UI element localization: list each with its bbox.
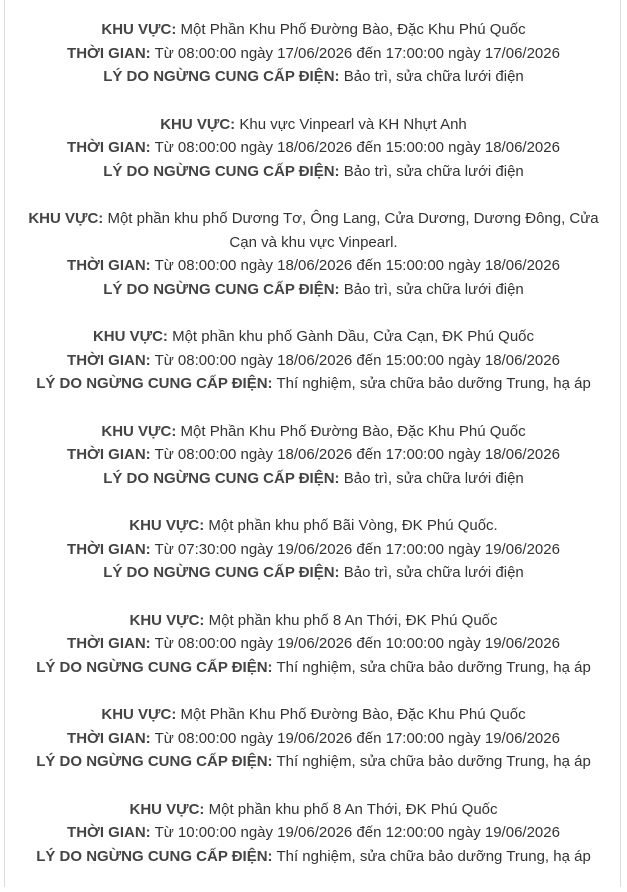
reason-label: LÝ DO NGỪNG CUNG CẤP ĐIỆN: (36, 658, 273, 676)
time-value: Từ 08:00:00 ngày 18/06/2026 đến 15:00:00 ngày 18/06/2026 (154, 139, 560, 156)
time-line (15, 821, 612, 845)
time-value: Từ 08:00:00 ngày 17/06/2026 đến 17:00:00 ngày 17/06/2026 (154, 44, 560, 62)
reason-label: LÝ DO NGỪNG CUNG CẤP ĐIỆN: (36, 375, 273, 392)
outage-entry (5, 609, 622, 680)
time-value: Từ 08:00:00 ngày 19/06/2026 đến 10:00:00 ngày 19/06/2026 (154, 635, 560, 652)
time-label: THỜI GIAN: (67, 729, 151, 747)
area-value: Một phần khu phố Dương Tơ, Ông Lang, Cửa Dương, Dương Đông, Cửa Cạn và khu vực Vinpearl. (107, 210, 599, 251)
outage-entry (5, 325, 622, 396)
outage-schedule-list (5, 18, 622, 892)
area-line (15, 703, 612, 727)
reason-line (15, 372, 612, 396)
area-line (15, 325, 612, 349)
outage-entry (5, 703, 622, 774)
reason-line (15, 65, 612, 89)
reason-value: Bảo trì, sửa chữa lưới điện (343, 280, 524, 298)
outage-entry (5, 798, 622, 869)
area-value: Một phần khu phố Gành Dầu, Cửa Cạn, ĐK Phú Quốc (172, 328, 535, 345)
time-label: THỜI GIAN: (67, 257, 151, 274)
reason-label: LÝ DO NGỪNG CUNG CẤP ĐIỆN: (103, 564, 340, 581)
area-label: KHU VỰC: (129, 517, 205, 534)
area-value: Một phần khu phố 8 An Thới, ĐK Phú Quốc (208, 800, 498, 818)
time-line (15, 632, 612, 656)
area-value: Một Phần Khu Phố Đường Bào, Đặc Khu Phú Quốc (180, 422, 526, 440)
reason-value: Bảo trì, sửa chữa lưới điện (343, 162, 524, 180)
time-label: THỜI GIAN: (67, 446, 151, 463)
outage-entry (5, 514, 622, 585)
time-value: Từ 08:00:00 ngày 18/06/2026 đến 15:00:00 ngày 18/06/2026 (154, 257, 560, 274)
area-label: KHU VỰC: (129, 800, 205, 818)
reason-label: LÝ DO NGỪNG CUNG CẤP ĐIỆN: (103, 162, 340, 180)
time-value: Từ 08:00:00 ngày 19/06/2026 đến 17:00:00 ngày 19/06/2026 (154, 729, 560, 747)
time-label: THỜI GIAN: (67, 351, 151, 369)
outage-entry (5, 18, 622, 89)
reason-value: Thí nghiệm, sửa chữa bảo dưỡng Trung, hạ áp (276, 847, 591, 865)
area-value: Một phần khu phố Bãi Vòng, ĐK Phú Quốc. (208, 517, 498, 534)
area-label: KHU VỰC: (101, 21, 177, 38)
reason-label: LÝ DO NGỪNG CUNG CẤP ĐIỆN: (36, 753, 273, 770)
reason-value: Bảo trì, sửa chữa lưới điện (343, 469, 524, 487)
time-value: Từ 07:30:00 ngày 19/06/2026 đến 17:00:00 ngày 19/06/2026 (154, 540, 560, 558)
reason-line (15, 750, 612, 774)
reason-label: LÝ DO NGỪNG CUNG CẤP ĐIỆN: (103, 68, 340, 85)
area-label: KHU VỰC: (101, 422, 177, 440)
reason-label: LÝ DO NGỪNG CUNG CẤP ĐIỆN: (36, 847, 273, 865)
area-value: Một Phần Khu Phố Đường Bào, Đặc Khu Phú Quốc (180, 21, 526, 38)
reason-line (15, 656, 612, 680)
area-line (15, 514, 612, 538)
time-label: THỜI GIAN: (67, 139, 151, 156)
time-label: THỜI GIAN: (67, 540, 151, 558)
time-line (15, 136, 612, 160)
time-label: THỜI GIAN: (67, 824, 151, 841)
time-value: Từ 08:00:00 ngày 18/06/2026 đến 15:00:00 ngày 18/06/2026 (154, 351, 560, 369)
time-value: Từ 08:00:00 ngày 18/06/2026 đến 17:00:00 ngày 18/06/2026 (154, 446, 560, 463)
reason-value: Bảo trì, sửa chữa lưới điện (343, 68, 524, 85)
area-label: KHU VỰC: (101, 706, 177, 723)
area-line (15, 798, 612, 822)
outage-entry (5, 420, 622, 491)
area-line (15, 609, 612, 633)
reason-value: Thí nghiệm, sửa chữa bảo dưỡng Trung, hạ áp (276, 753, 591, 770)
reason-line (15, 561, 612, 585)
time-line (15, 42, 612, 66)
time-value: Từ 10:00:00 ngày 19/06/2026 đến 12:00:00 ngày 19/06/2026 (154, 824, 560, 841)
area-label: KHU VỰC: (160, 115, 236, 133)
area-value: Một phần khu phố 8 An Thới, ĐK Phú Quốc (208, 611, 498, 629)
time-line (15, 443, 612, 467)
area-value: Khu vực Vinpearl và KH Nhựt Anh (239, 115, 467, 133)
outage-entry (5, 113, 622, 184)
reason-value: Thí nghiệm, sửa chữa bảo dưỡng Trung, hạ áp (276, 658, 591, 676)
time-line (15, 727, 612, 751)
area-label: KHU VỰC: (28, 210, 104, 227)
area-label: KHU VỰC: (129, 611, 205, 629)
reason-line (15, 845, 612, 869)
area-line (15, 18, 612, 42)
reason-value: Thí nghiệm, sửa chữa bảo dưỡng Trung, hạ áp (276, 375, 591, 392)
reason-line (15, 278, 612, 302)
reason-value: Bảo trì, sửa chữa lưới điện (343, 564, 524, 581)
time-line (15, 254, 612, 278)
reason-label: LÝ DO NGỪNG CUNG CẤP ĐIỆN: (103, 280, 340, 298)
area-label: KHU VỰC: (92, 328, 168, 345)
outage-entry (5, 207, 622, 301)
area-line (15, 420, 612, 444)
reason-line (15, 467, 612, 491)
area-value: Một Phần Khu Phố Đường Bào, Đặc Khu Phú Quốc (180, 706, 526, 723)
time-label: THỜI GIAN: (67, 44, 151, 62)
time-label: THỜI GIAN: (67, 635, 151, 652)
reason-label: LÝ DO NGỪNG CUNG CẤP ĐIỆN: (103, 469, 340, 487)
area-line (15, 207, 612, 254)
area-line (15, 113, 612, 137)
reason-line (15, 160, 612, 184)
time-line (15, 349, 612, 373)
time-line (15, 538, 612, 562)
